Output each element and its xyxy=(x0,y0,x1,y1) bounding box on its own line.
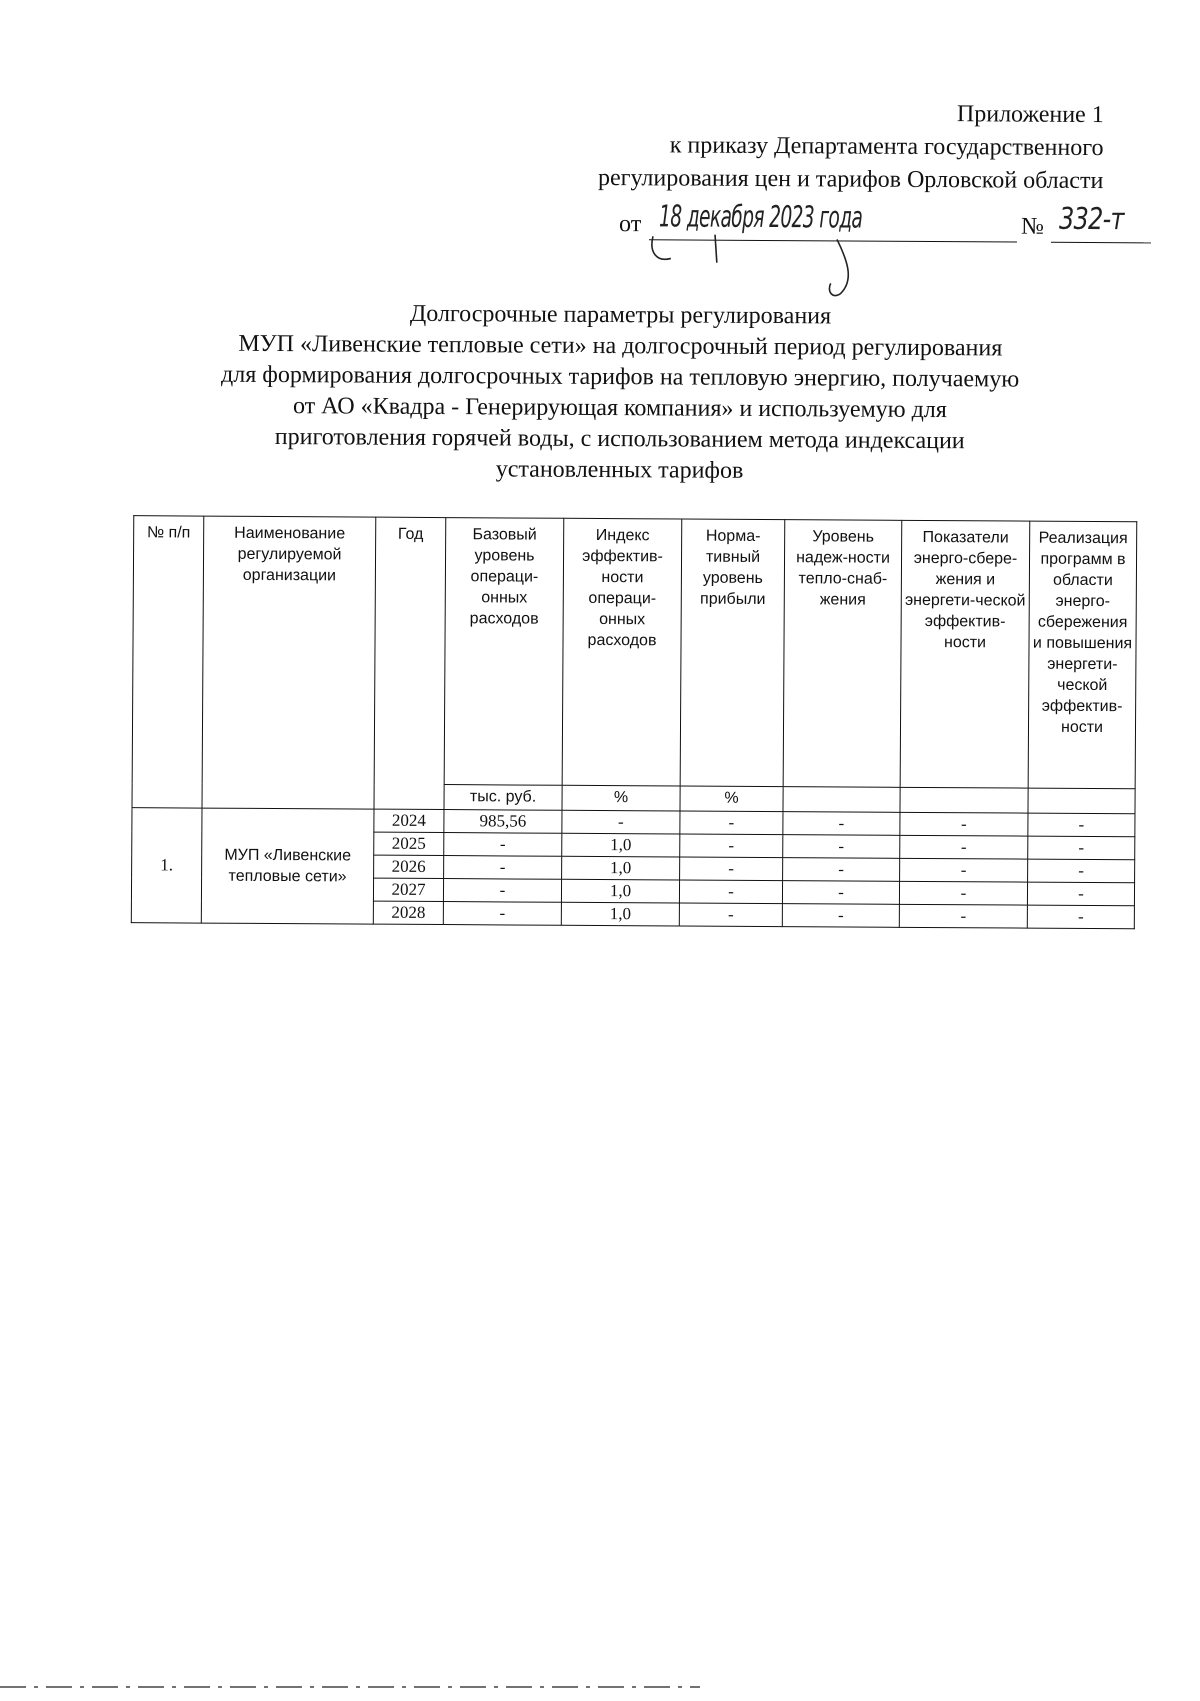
appendix-ref-line: к приказу Департамента государственного xyxy=(669,132,1104,162)
col-header: Индекс эффектив-ности операци-онных расходов xyxy=(562,518,682,786)
program-cell: - xyxy=(1028,859,1135,883)
parameters-table xyxy=(131,515,1137,929)
title-line: МУП «Ливенские тепловые сети» на долгосрочный период регулирования xyxy=(238,330,1003,362)
number-label: № xyxy=(1020,213,1045,240)
col-header: Базовый уровень операци-онных расходов xyxy=(444,518,564,786)
unit-cell: тыс. руб. xyxy=(444,785,562,811)
energy-saving-cell: - xyxy=(899,881,1027,905)
unit-cell: % xyxy=(680,786,783,812)
energy-saving-cell: - xyxy=(900,812,1028,836)
row-number: 1. xyxy=(131,808,202,923)
appendix-title: Приложение 1 xyxy=(956,101,1104,129)
title-line: для формирования долгосрочных тарифов на тепловую энергию, получаемую xyxy=(221,361,1020,393)
appendix-ref-line: регулирования цен и тарифов Орловской области xyxy=(597,164,1104,195)
efficiency-index-cell: 1,0 xyxy=(562,833,680,857)
energy-saving-cell: - xyxy=(899,904,1027,928)
reliability-cell: - xyxy=(782,881,899,905)
col-header: Реализация программ в области энерго-сбережения и повышения энергети-ческой эффектив-ности xyxy=(1028,521,1137,789)
energy-saving-cell: - xyxy=(900,835,1028,859)
efficiency-index-cell: 1,0 xyxy=(562,856,680,880)
program-cell: - xyxy=(1027,905,1134,929)
col-header: Год xyxy=(374,517,446,809)
table-row xyxy=(132,808,1135,837)
col-header: Наименование регулируемой организации xyxy=(202,516,376,809)
scan-edge-line xyxy=(0,1684,1200,1690)
unit-cell xyxy=(783,787,900,813)
col-header: Уровень надеж-ности тепло-снаб-жения xyxy=(783,520,902,788)
program-cell: - xyxy=(1027,882,1134,906)
profit-level-cell: - xyxy=(680,811,783,835)
handwritten-number: 332-т xyxy=(1059,201,1124,238)
col-header: Показатели энерго-сбере-жения и энергети-ческой эффектив-ности xyxy=(900,520,1030,788)
reliability-cell: - xyxy=(783,812,900,836)
title-line: от АО «Квадра - Генерирующая компания» и используемую для xyxy=(292,393,947,424)
base-cost-cell: 985,56 xyxy=(444,810,562,834)
year-cell: 2026 xyxy=(374,855,444,878)
year-cell: 2028 xyxy=(373,901,443,924)
date-label: от xyxy=(618,211,642,238)
base-cost-cell: - xyxy=(443,879,561,903)
unit-cell xyxy=(1028,788,1135,814)
col-header: № п/п xyxy=(132,516,204,808)
table-header-row xyxy=(132,516,1137,789)
base-cost-cell: - xyxy=(444,856,562,880)
handwritten-date: 18 декабря 2023 года xyxy=(659,199,863,236)
document-title xyxy=(139,297,1100,489)
program-cell: - xyxy=(1028,836,1135,860)
title-line: приготовления горячей воды, с использованием метода индексации xyxy=(274,424,965,455)
title-line: установленных тарифов xyxy=(495,456,744,484)
efficiency-index-cell: - xyxy=(562,810,680,834)
profit-level-cell: - xyxy=(679,880,782,904)
profit-level-cell: - xyxy=(680,834,783,858)
reliability-cell: - xyxy=(783,858,900,882)
profit-level-cell: - xyxy=(679,903,782,927)
efficiency-index-cell: 1,0 xyxy=(561,879,679,903)
title-line: Долгосрочные параметры регулирования xyxy=(409,300,832,330)
year-cell: 2024 xyxy=(374,809,444,832)
col-header: Норма-тивный уровень прибыли xyxy=(680,519,785,787)
base-cost-cell: - xyxy=(443,902,561,926)
organization-name: МУП «Ливенские тепловые сети» xyxy=(201,808,374,924)
efficiency-index-cell: 1,0 xyxy=(561,902,679,926)
year-cell: 2025 xyxy=(374,832,444,855)
handwriting-strokes xyxy=(641,232,921,304)
base-cost-cell: - xyxy=(444,833,562,857)
reliability-cell: - xyxy=(783,835,900,859)
year-cell: 2027 xyxy=(373,878,443,901)
unit-cell xyxy=(900,787,1028,813)
program-cell: - xyxy=(1028,813,1135,837)
energy-saving-cell: - xyxy=(900,858,1028,882)
appendix-header xyxy=(598,96,1104,198)
profit-level-cell: - xyxy=(680,857,783,881)
reliability-cell: - xyxy=(782,904,899,928)
number-underline xyxy=(1051,242,1151,244)
unit-cell: % xyxy=(562,785,680,811)
